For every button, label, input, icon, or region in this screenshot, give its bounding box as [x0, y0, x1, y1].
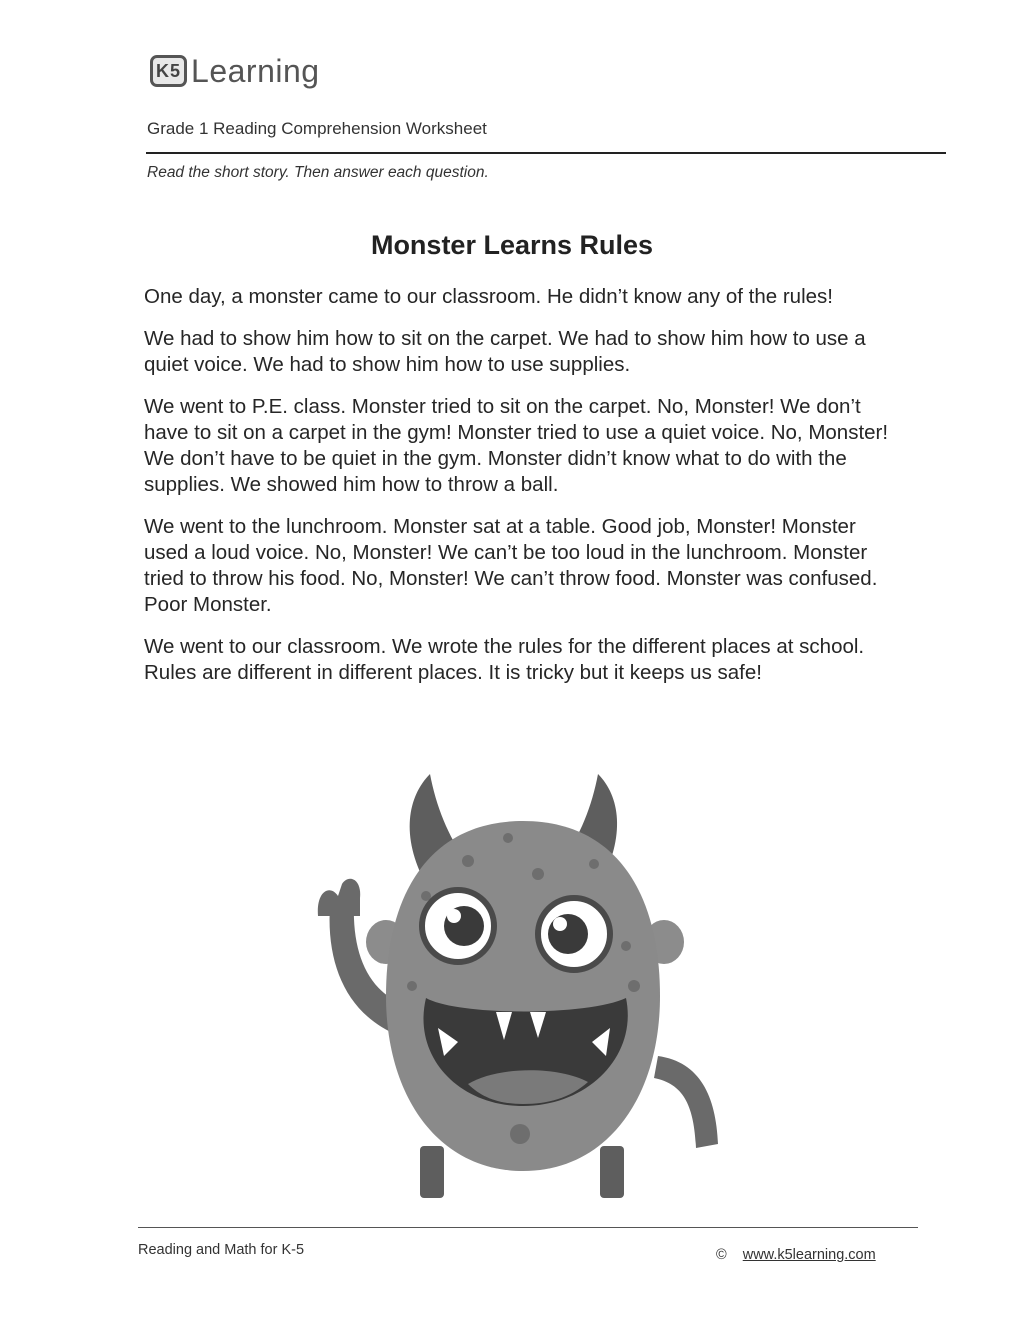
right-pupil: [548, 914, 588, 954]
story-body: [144, 284, 889, 702]
footer-divider: [138, 1227, 918, 1228]
body-spot: [628, 980, 640, 992]
instructions: Read the short story. Then answer each question.: [147, 164, 489, 181]
left-eye-glint: [447, 909, 461, 923]
story-title: Monster Learns Rules: [370, 230, 654, 260]
logo-text: Learning: [191, 52, 320, 89]
footer-copyright: [716, 1247, 876, 1263]
worksheet-type: Grade 1 Reading Comprehension Worksheet: [147, 119, 487, 138]
left-hand: [318, 879, 360, 916]
story-paragraph-5: We went to our classroom. We wrote the rules for the different places at school. Rules are different in different places. It is tricky but it keeps us safe!: [144, 635, 865, 684]
right-eye-glint: [553, 917, 567, 931]
story-paragraph-3: We went to P.E. class. Monster tried to sit on the carpet. No, Monster! We don’t have to sit on a carpet in the gym! Monster tried to use a quiet voice. No, Monster! We don’t have to be quiet in the gym. Monster didn’t know what to do with the supplies. We showed him how to throw a ball.: [144, 395, 889, 496]
website-link[interactable]: www.k5learning.com: [742, 1247, 876, 1263]
logo-badge: K5: [150, 55, 187, 87]
k5-learning-logo: [150, 46, 320, 96]
belly-button: [510, 1124, 530, 1144]
right-arm: [654, 1056, 718, 1148]
body-spot: [462, 855, 474, 867]
story-paragraph-4: We went to the lunchroom. Monster sat at a table. Good job, Monster! Monster used a loud voice. No, Monster! We can’t be too loud in the lunchroom. Monster tried to throw his food. No, Monster! We can’t throw food. Monster was confused. Poor Monster.: [144, 515, 878, 616]
body-spot: [532, 868, 544, 880]
body-spot: [407, 981, 417, 991]
left-leg: [420, 1146, 444, 1198]
footer-tagline: Reading and Math for K-5: [138, 1242, 305, 1258]
header-divider: [146, 152, 946, 154]
copyright-symbol: ©: [716, 1247, 727, 1263]
monster-illustration: [308, 766, 738, 1206]
right-leg: [600, 1146, 624, 1198]
body-spot: [589, 859, 599, 869]
story-paragraph-1: One day, a monster came to our classroom. He didn’t know any of the rules!: [144, 285, 833, 308]
body-spot: [621, 941, 631, 951]
monster-body: [386, 821, 660, 1171]
story-paragraph-2: We had to show him how to sit on the carpet. We had to show him how to use a quiet voice. We had to show him how to use supplies.: [144, 327, 866, 376]
body-spot: [503, 833, 513, 843]
